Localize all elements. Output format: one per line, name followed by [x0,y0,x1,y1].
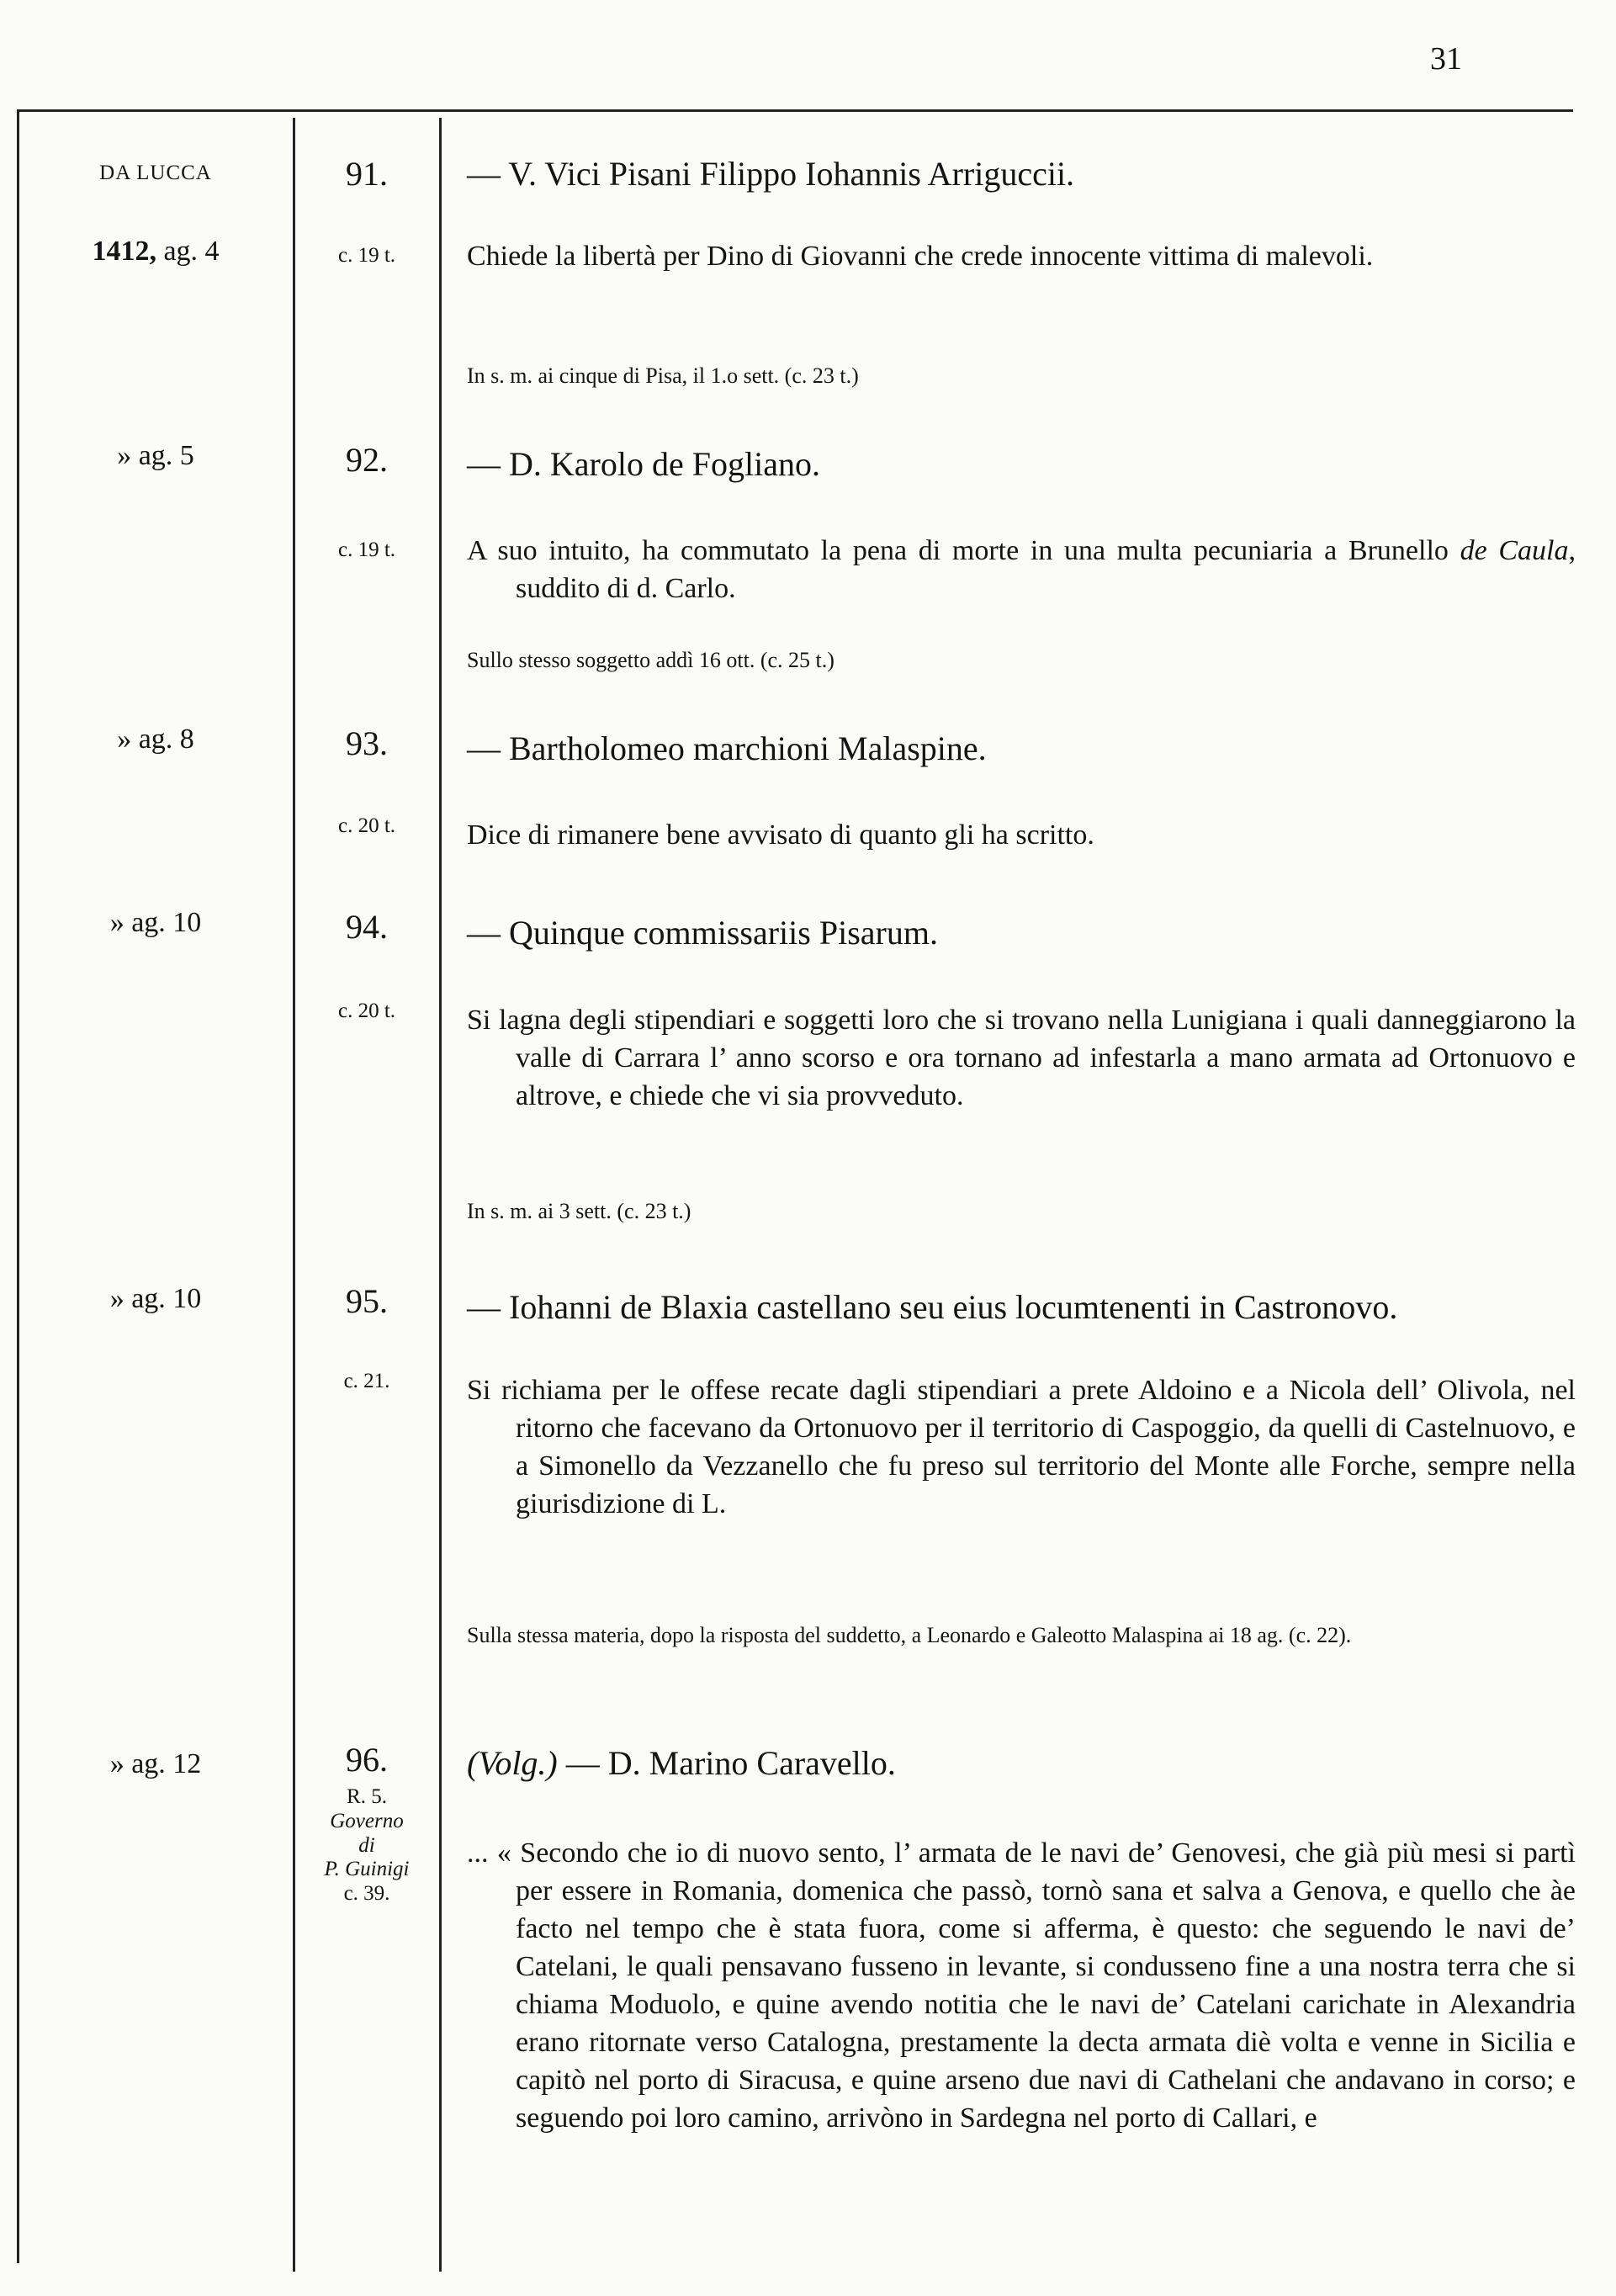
entry-day: ag. 4 [163,236,220,267]
entry-date [34,236,278,268]
entry-heading: — D. Karolo de Fogliano. [467,445,820,483]
entry-summary: A suo intuito, ha commutato la pena di morte in una multa pecuniaria a Brunello de Caula, suddito di d. Carlo. [467,535,1576,604]
entry-number: 93. [346,724,388,762]
entry-year: 1412, [92,236,156,267]
entry-heading: — V. Vici Pisani Filippo Iohannis Arriguccii. [467,155,1075,193]
entry-heading: — Quinque commissariis Pisarum. [467,914,938,952]
entry-summary: Dice di rimanere bene avvisato di quanto gli ha scritto. [467,819,1094,851]
place-header: DA LUCCA [99,162,212,184]
column-divider-left [17,109,19,2263]
entry-reference: c. 19 t. [337,244,396,267]
italic-name: de Caula [1460,535,1569,566]
entry-reference: c. 20 t. [337,814,396,837]
entry-number: 95. [346,1282,388,1320]
entry-summary: Si lagna degli stipendiari e soggetti loro che si trovano nella Lunigiana i quali danneggiarono la valle di Carrara l’ anno scorso e ora tornano ad infestarla a mano armata ad Ortonuovo e altrove, e chiede che vi sia provveduto. [467,1005,1576,1111]
entry-summary: Si richiama per le offese recate dagli stipendiari a prete Aldoino e a Nicola dell’ Olivola, nel ritorno che facevano da Ortonuovo per il territorio di Caspoggio, da quelli di Castelnuovo, e a Simonello da Vezzanello che fu preso sul territorio del Monte alle Forche, sempre nella giurisdizione di L. [467,1375,1576,1519]
entry-number: 92. [346,441,388,479]
header-rule [19,109,1573,112]
entry-reference: R. 5. Governo di P. Guinigi c. 39. [324,1785,410,1905]
entry-reference: c. 21. [343,1370,390,1392]
entry-heading: — Bartholomeo marchioni Malaspine. [467,729,987,767]
entry-summary: Chiede la libertà per Dino di Giovanni che crede innocente vittima di malevoli. [467,241,1374,272]
column-divider-date [293,118,295,2272]
entry-note: Sulla stessa materia, dopo la risposta del suddetto, a Leonardo e Galeotto Malaspina ai 18 ag. (c. 22). [467,1623,1352,1647]
entry-heading: (Volg.) — D. Marino Caravello. [467,1744,896,1782]
entry-date: » ag. 5 [117,440,194,471]
entry-reference: c. 19 t. [337,538,396,561]
entry-summary: ... « Secondo che io di nuovo sento, l’ armata de le navi de’ Genovesi, che già più mesi si partì per essere in Romania, domenica che passò, tornò sana et salva a Genova, e quello che àe facto nel tempo che è stata fuora, come si afferma, è questo: che seguendo le navi de’ Catelani, le quali pensavano fusseno in levante, si condusseno fine a una nostra terra che si chiama Moduolo, e quine avendo notitia che le navi de’ Catelani carichate in Alexandria erano ritornate verso Catalogna, prestamente la decta armata diè volta e venne in Sicilia e capitò nel porto di Siracusa, e quine arseno due navi di Cathelani che andavano in corso; e seguendo poi loro camino, arrivòno in Sardegna nel porto di Callari, e [467,1837,1576,2134]
entry-number: 96. [346,1741,388,1779]
entry-reference: c. 20 t. [337,1000,396,1022]
column-divider-number [439,118,442,2272]
entry-note: In s. m. ai 3 sett. (c. 23 t.) [467,1199,691,1223]
entry-date: » ag. 10 [109,1283,202,1314]
entry-date: » ag. 8 [117,724,194,755]
page-number: 31 [1430,41,1462,77]
volg-marker: (Volg.) [467,1744,558,1782]
entry-date: » ag. 10 [109,907,202,938]
entry-note: Sullo stesso soggetto addì 16 ott. (c. 25 t.) [467,648,834,672]
entry-heading: — Iohanni de Blaxia castellano seu eius locumtenenti in Castronovo. [467,1288,1398,1326]
entry-number: 91. [346,155,388,193]
entry-number: 94. [346,908,388,946]
entry-date: » ag. 12 [109,1748,202,1779]
entry-note: In s. m. ai cinque di Pisa, il 1.o sett. (c. 23 t.) [467,363,859,388]
